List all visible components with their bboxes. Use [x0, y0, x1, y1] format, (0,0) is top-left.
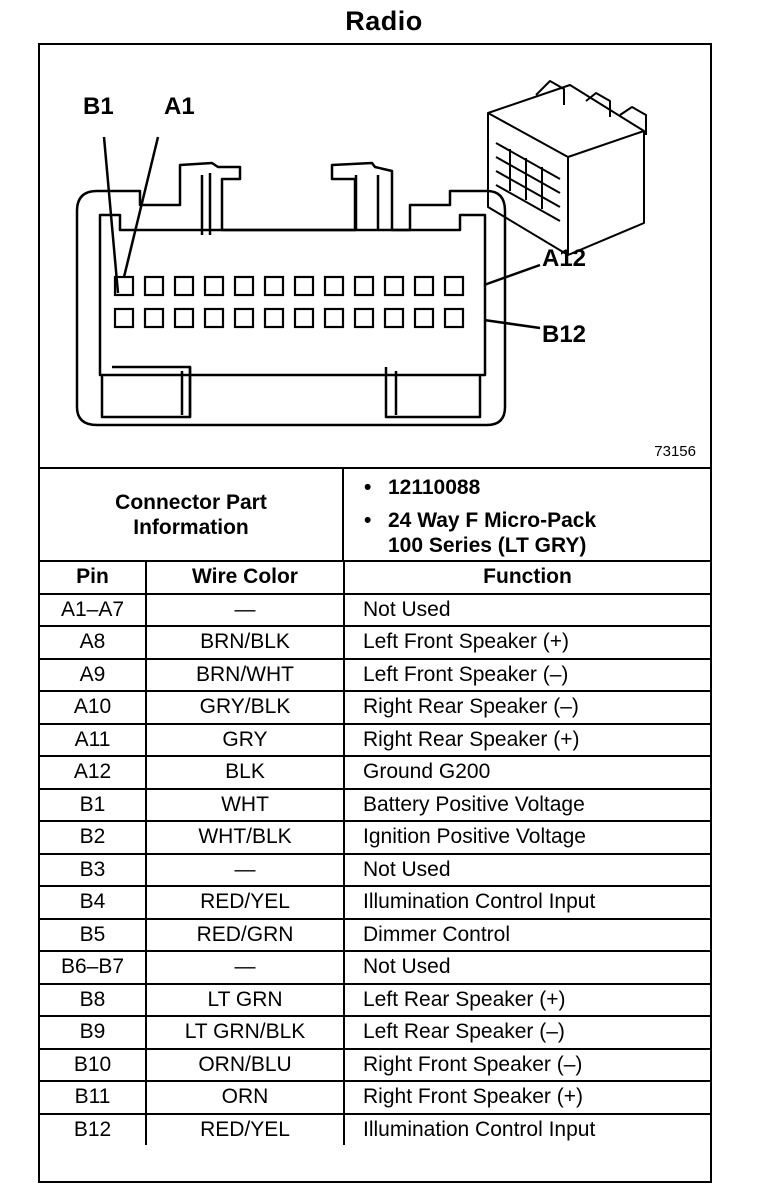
- pin-cavity: [235, 309, 253, 327]
- table-row: [40, 691, 710, 724]
- description-item: [364, 508, 710, 558]
- page-title: Radio: [345, 6, 423, 36]
- pin-cell: B4: [40, 886, 146, 919]
- table-row: [40, 854, 710, 887]
- connector-info-heading: [40, 469, 344, 560]
- connector-isometric-icon: [488, 81, 646, 255]
- pin-cell: B12: [40, 1114, 146, 1146]
- wire-color-cell: RED/YEL: [146, 1114, 344, 1146]
- part-number-item: [364, 475, 710, 500]
- pin-cavity: [385, 277, 403, 295]
- pin-cell: B3: [40, 854, 146, 887]
- pin-cavity: [205, 309, 223, 327]
- wire-color-cell: GRY/BLK: [146, 691, 344, 724]
- pin-cavity: [445, 309, 463, 327]
- wire-color-cell: WHT/BLK: [146, 821, 344, 854]
- table-row: [40, 594, 710, 627]
- function-cell: Illumination Control Input: [344, 1114, 710, 1146]
- pin-table: [40, 560, 710, 1145]
- table-row: [40, 821, 710, 854]
- function-cell: Right Rear Speaker (–): [344, 691, 710, 724]
- bullet-icon: •: [364, 476, 372, 499]
- pin-cell: A1–A7: [40, 594, 146, 627]
- connector-diagram: [40, 45, 710, 467]
- function-cell: Dimmer Control: [344, 919, 710, 952]
- pin-cavity: [325, 309, 343, 327]
- table-row: [40, 626, 710, 659]
- pin-cavity: [325, 277, 343, 295]
- leader-a12: [484, 265, 540, 285]
- part-number: 12110088: [388, 476, 481, 499]
- pin-cavity: [115, 309, 133, 327]
- connector-sheet: [38, 43, 712, 1183]
- description-line-2: 100 Series (LT GRY): [388, 534, 587, 557]
- pin-cell: B9: [40, 1016, 146, 1049]
- pin-cavity: [145, 309, 163, 327]
- leader-b12: [484, 320, 540, 328]
- table-row: [40, 886, 710, 919]
- wire-color-cell: —: [146, 951, 344, 984]
- function-cell: Ground G200: [344, 756, 710, 789]
- wire-color-cell: BLK: [146, 756, 344, 789]
- table-row: [40, 789, 710, 822]
- pin-cavity-grid: [115, 277, 463, 327]
- pin-cell: B1: [40, 789, 146, 822]
- pin-cell: B6–B7: [40, 951, 146, 984]
- pin-cell: A11: [40, 724, 146, 757]
- function-cell: Not Used: [344, 594, 710, 627]
- pin-cell: A12: [40, 756, 146, 789]
- pin-cavity: [445, 277, 463, 295]
- function-cell: Not Used: [344, 951, 710, 984]
- pin-cavity: [295, 277, 313, 295]
- pin-cavity: [355, 309, 373, 327]
- pin-cell: A9: [40, 659, 146, 692]
- table-row: [40, 1114, 710, 1146]
- pin-cavity: [415, 309, 433, 327]
- pin-cell: A10: [40, 691, 146, 724]
- pin-cell: B10: [40, 1049, 146, 1082]
- table-row: [40, 951, 710, 984]
- table-row: [40, 1016, 710, 1049]
- wire-color-cell: LT GRN: [146, 984, 344, 1017]
- function-cell: Battery Positive Voltage: [344, 789, 710, 822]
- function-cell: Left Front Speaker (+): [344, 626, 710, 659]
- wire-color-cell: ORN/BLU: [146, 1049, 344, 1082]
- pin-cavity: [355, 277, 373, 295]
- heading-line-2: Information: [133, 515, 249, 539]
- wire-color-cell: ORN: [146, 1081, 344, 1114]
- pin-cavity: [235, 277, 253, 295]
- table-row: [40, 919, 710, 952]
- wire-color-cell: RED/YEL: [146, 886, 344, 919]
- table-row: [40, 659, 710, 692]
- wire-color-cell: GRY: [146, 724, 344, 757]
- column-header-function: Function: [344, 561, 710, 594]
- table-row: [40, 1081, 710, 1114]
- pin-cavity: [295, 309, 313, 327]
- pin-cavity: [145, 277, 163, 295]
- function-cell: Right Rear Speaker (+): [344, 724, 710, 757]
- column-header-pin: Pin: [40, 561, 146, 594]
- connector-face-drawing: [40, 45, 710, 467]
- pin-label-b12: B12: [542, 321, 587, 348]
- pin-cavity: [265, 277, 283, 295]
- function-cell: Left Rear Speaker (+): [344, 984, 710, 1017]
- table-row: [40, 984, 710, 1017]
- pin-cell: B2: [40, 821, 146, 854]
- wire-color-cell: WHT: [146, 789, 344, 822]
- pin-cavity: [205, 277, 223, 295]
- wire-color-cell: LT GRN/BLK: [146, 1016, 344, 1049]
- function-cell: Right Front Speaker (–): [344, 1049, 710, 1082]
- function-cell: Right Front Speaker (+): [344, 1081, 710, 1114]
- function-cell: Ignition Positive Voltage: [344, 821, 710, 854]
- table-row: [40, 756, 710, 789]
- wire-color-cell: —: [146, 854, 344, 887]
- pin-label-b1: B1: [83, 93, 114, 120]
- wire-color-cell: —: [146, 594, 344, 627]
- column-header-wire-color: Wire Color: [146, 561, 344, 594]
- pin-cell: B11: [40, 1081, 146, 1114]
- wire-color-cell: RED/GRN: [146, 919, 344, 952]
- connector-info-row: [40, 467, 710, 560]
- wire-color-cell: BRN/WHT: [146, 659, 344, 692]
- function-cell: Left Front Speaker (–): [344, 659, 710, 692]
- leader-a1: [124, 137, 158, 277]
- wire-color-cell: BRN/BLK: [146, 626, 344, 659]
- pin-cell: A8: [40, 626, 146, 659]
- function-cell: Left Rear Speaker (–): [344, 1016, 710, 1049]
- description-line-1: 24 Way F Micro-Pack: [388, 509, 597, 532]
- pin-cavity: [175, 309, 193, 327]
- table-row: [40, 724, 710, 757]
- connector-info-details: [344, 469, 710, 560]
- drawing-number: 73156: [654, 443, 696, 460]
- table-header-row: [40, 561, 710, 594]
- pin-cavity: [385, 309, 403, 327]
- bullet-icon: •: [364, 509, 372, 532]
- heading-line-1: Connector Part: [115, 490, 267, 514]
- table-row: [40, 1049, 710, 1082]
- function-cell: Illumination Control Input: [344, 886, 710, 919]
- function-cell: Not Used: [344, 854, 710, 887]
- pin-cavity: [175, 277, 193, 295]
- pin-cell: B8: [40, 984, 146, 1017]
- pin-label-a12: A12: [542, 245, 587, 272]
- pin-cavity: [415, 277, 433, 295]
- pin-cavity: [265, 309, 283, 327]
- pin-label-a1: A1: [164, 93, 195, 120]
- pin-cell: B5: [40, 919, 146, 952]
